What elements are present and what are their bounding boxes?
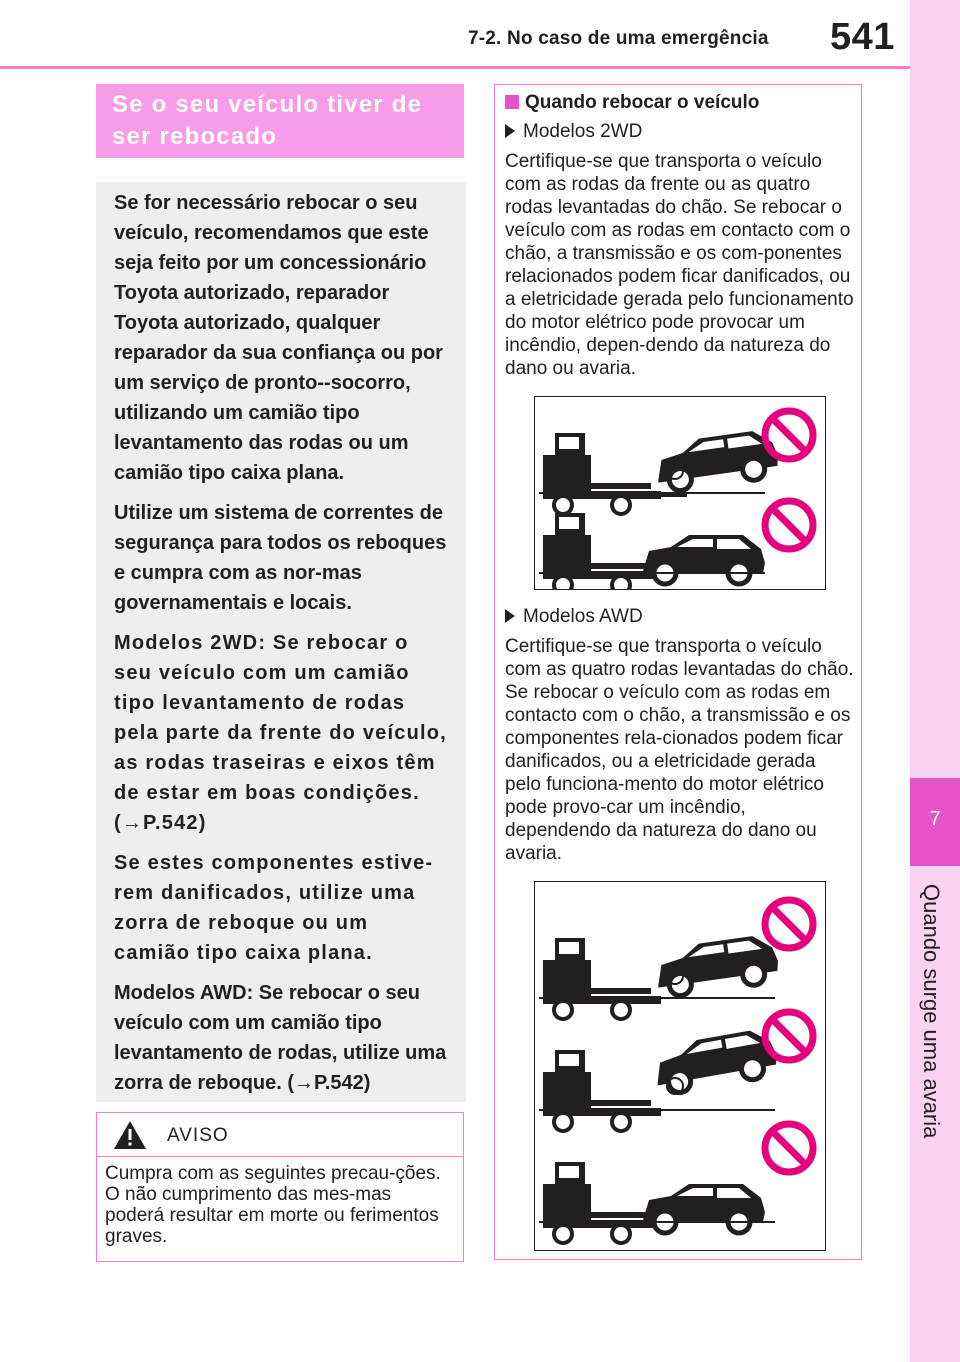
summary-paragraph-1: Se for necessário rebocar o seu veículo, recomendamos que este seja feito por um concessionário Toyota autorizado, reparador Toyota autorizado, qualquer reparador da sua confiança ou por um serviço de pronto--socorro, utilizando um camião tipo levantamento das rodas ou um camião tipo caixa plana. <box>114 192 443 484</box>
tow-truck-icon <box>543 433 661 514</box>
header-section-title: 7-2. No caso de uma emergência <box>468 28 769 49</box>
summary-paragraph-5: Modelos AWD: Se rebocar o seu veículo com um camião tipo levantamento de rodas, utilize uma zorra de reboque. (→P.542) <box>114 982 447 1094</box>
models-awd-label-text: Modelos AWD <box>523 606 643 627</box>
summary-paragraph-3: Modelos 2WD: Se rebocar o seu veículo com um camião tipo levantamento de rodas pela parte da frente do veículo, as rodas traseiras e eixos têm de estar em boas condições. (→P.542) <box>114 632 447 834</box>
chapter-number: 7 <box>929 808 941 830</box>
suv-icon <box>643 535 765 584</box>
figure-awd-illustration <box>535 882 825 1250</box>
prohibited-icon <box>765 411 813 459</box>
chapter-tab <box>910 0 960 1362</box>
warning-triangle-icon <box>113 1120 147 1150</box>
suv-icon <box>643 1184 765 1233</box>
models-awd-label <box>505 605 643 628</box>
prohibited-icon <box>765 1012 813 1060</box>
towing-heading-text: Quando rebocar o veículo <box>525 92 760 113</box>
towing-info-box <box>494 84 862 1260</box>
page-number: 541 <box>830 16 895 58</box>
models-2wd-label-text: Modelos 2WD <box>523 121 643 142</box>
prohibited-icon <box>765 1124 813 1172</box>
towing-heading <box>505 91 759 114</box>
chapter-title: Quando surge uma avaria <box>919 884 944 1139</box>
figure-2wd-illustration <box>535 397 825 589</box>
summary-paragraph-2: Utilize um sistema de correntes de segurança para todos os reboques e cumpra com as nor-mas governamentais e locais. <box>114 502 447 614</box>
figure-awd-towing <box>534 881 826 1251</box>
figure-2wd-towing <box>534 396 826 590</box>
tow-truck-icon <box>543 938 661 1019</box>
bullet-triangle-icon <box>505 124 515 138</box>
header-divider <box>0 66 910 69</box>
prohibited-icon <box>765 501 813 549</box>
models-2wd-label <box>505 120 642 143</box>
section-heading: Se o seu veículo tiver de ser rebocado <box>96 84 464 158</box>
models-awd-text: Certifique-se que transporta o veículo com as quatro rodas levantadas do chão. Se rebocar o veículo com as rodas em contacto com o chão, a transmissão e os componentes rela-cionados podem ficar danificados, ou a eletricidade gerada pelo funciona-mento do motor elétrico pode provo-car um incêndio, dependendo da natureza do dano ou avaria. <box>505 636 854 864</box>
tow-truck-icon <box>543 1050 661 1131</box>
models-2wd-text: Certifique-se que transporta o veículo com as rodas da frente ou as quatro rodas levantadas do chão. Se rebocar o veículo com as rodas em contacto com o chão, a transmissão e os com-ponentes relacionados podem ficar danificados, ou a eletricidade gerada pelo funcionamento do motor elétrico pode provocar um incêndio, depen-dendo da natureza do dano ou avaria. <box>505 151 854 379</box>
warning-header <box>97 1113 463 1157</box>
prohibited-icon <box>765 900 813 948</box>
tow-truck-icon <box>543 513 661 589</box>
warning-title: AVISO <box>167 1125 229 1146</box>
bullet-square-icon <box>505 95 519 109</box>
suv-icon <box>651 1027 780 1096</box>
summary-paragraph-4: Se estes componentes estive-rem danificados, utilize uma zorra de reboque ou um camião tipo caixa plana. <box>114 852 434 964</box>
warning-box <box>96 1112 464 1262</box>
summary-box <box>96 182 466 1102</box>
bullet-triangle-icon <box>505 609 515 623</box>
suv-icon <box>653 933 781 999</box>
warning-text: Cumpra com as seguintes precau-ções. O não cumprimento das mes-mas poderá resultar em morte ou ferimentos graves. <box>105 1163 441 1247</box>
tow-truck-icon <box>543 1162 661 1243</box>
